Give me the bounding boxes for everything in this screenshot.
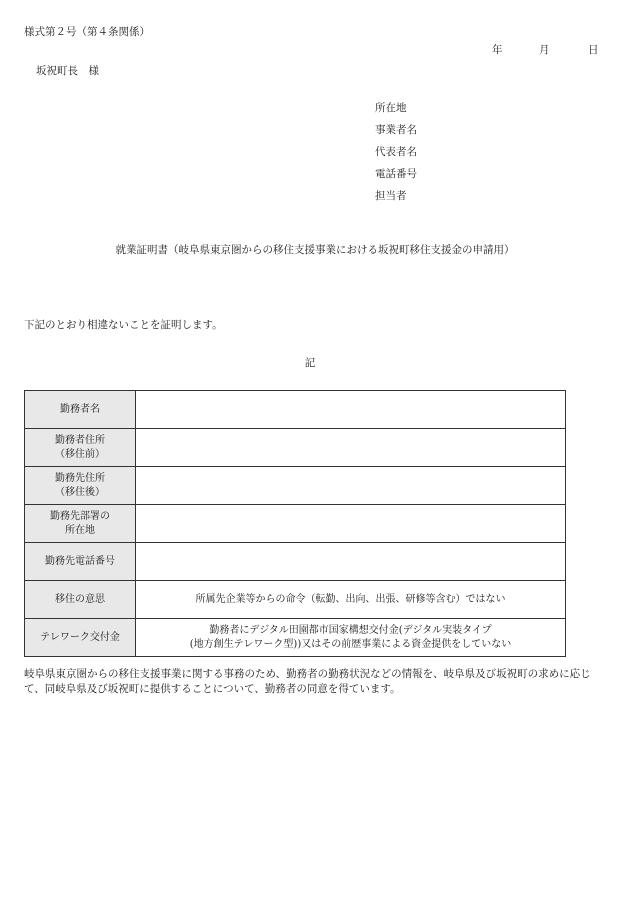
consent-statement: 岐阜県東京圏からの移住支援事業に関する事務のため、勤務者の勤務状況などの情報を、岐阜県及び坂祝町の求めに応じて、同岐阜県及び坂祝町に提供することについて、勤務者の同意を得ています。 [24, 668, 591, 695]
row-value-address-after[interactable] [136, 467, 566, 505]
table-row [25, 543, 566, 581]
applicant-field-representative: 代表者名 [375, 146, 417, 158]
table-row [25, 391, 566, 429]
applicant-field-company: 事業者名 [375, 124, 417, 136]
row-value-relocation-intent: 所属先企業等からの命令（転勤、出向、出張、研修等含む）ではない [136, 581, 566, 619]
row-label-relocation-intent: 移住の意思 [25, 581, 136, 619]
applicant-field-phone: 電話番号 [375, 168, 417, 180]
intro-text: 下記のとおり相違ないことを証明します。 [24, 319, 223, 331]
date-month-label: 月 [539, 44, 550, 56]
row-value-workplace-phone[interactable] [136, 543, 566, 581]
row-value-worker-name[interactable] [136, 391, 566, 429]
row-label-department-location: 勤務先部署の 所在地 [25, 505, 136, 543]
row-value-address-before[interactable] [136, 429, 566, 467]
row-label-telework-grant: テレワーク交付金 [25, 619, 136, 657]
row-label-address-before: 勤務者住所 （移住前） [25, 429, 136, 467]
document-title: 就業証明書（岐阜県東京圏からの移住支援事業における坂祝町移住支援金の申請用） [115, 244, 515, 256]
row-label-workplace-phone: 勤務先電話番号 [25, 543, 136, 581]
form-number: 様式第２号（第４条関係） [24, 26, 150, 38]
date-day-label: 日 [588, 44, 599, 56]
row-label-worker-name: 勤務者名 [25, 391, 136, 429]
applicant-field-contact: 担当者 [375, 190, 407, 202]
ki-label: 記 [304, 357, 316, 369]
row-value-department-location[interactable] [136, 505, 566, 543]
table-row [25, 467, 566, 505]
employment-info-table [24, 390, 566, 657]
table-row [25, 619, 566, 657]
addressee: 坂祝町長 様 [36, 65, 99, 77]
date-year-label: 年 [492, 44, 503, 56]
applicant-field-address: 所在地 [375, 102, 407, 114]
row-label-address-after: 勤務先住所 （移住後） [25, 467, 136, 505]
table-row [25, 429, 566, 467]
table-row [25, 505, 566, 543]
table-row [25, 581, 566, 619]
row-value-telework-grant: 勤務者にデジタル田園都市国家構想交付金(デジタル実装タイプ (地方創生テレワーク型))又はその前歴事業による資金提供をしていない [136, 619, 566, 657]
